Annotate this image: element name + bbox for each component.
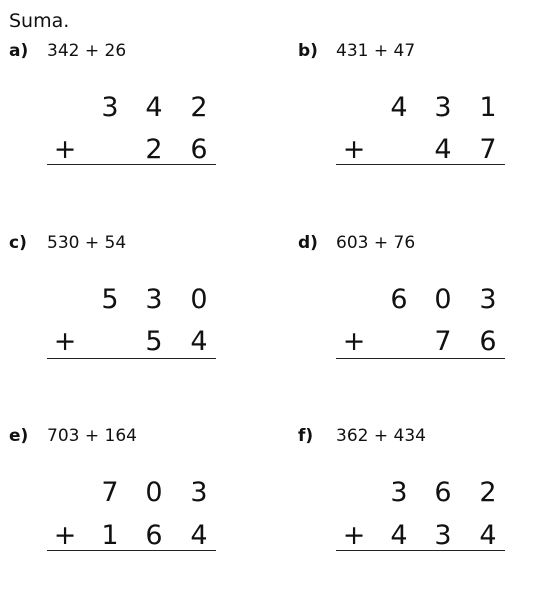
top-digit-tens: 6 bbox=[434, 477, 452, 508]
top-digit-units: 3 bbox=[190, 477, 208, 508]
problem-expression: 362 + 434 bbox=[336, 426, 426, 446]
bottom-digit-units: 6 bbox=[479, 326, 497, 357]
plus-sign: + bbox=[342, 520, 366, 551]
instruction-text: Suma. bbox=[9, 10, 70, 32]
bottom-digit-units: 7 bbox=[479, 134, 497, 165]
bottom-digit-tens: 5 bbox=[145, 326, 163, 357]
problem-expression: 342 + 26 bbox=[47, 41, 127, 61]
problem-label: e) bbox=[9, 426, 29, 446]
problem-expression: 431 + 47 bbox=[336, 41, 416, 61]
top-digit-units: 1 bbox=[479, 92, 497, 123]
plus-sign: + bbox=[53, 520, 77, 551]
top-digit-hundreds: 4 bbox=[390, 92, 408, 123]
problem-f bbox=[298, 425, 518, 555]
problem-e bbox=[9, 425, 229, 555]
top-digit-hundreds: 6 bbox=[390, 284, 408, 315]
plus-sign: + bbox=[342, 326, 366, 357]
problem-a bbox=[9, 40, 229, 170]
problem-b bbox=[298, 40, 518, 170]
top-digit-tens: 3 bbox=[434, 92, 452, 123]
bottom-digit-tens: 7 bbox=[434, 326, 452, 357]
bottom-digit-units: 4 bbox=[190, 520, 208, 551]
sum-line bbox=[47, 550, 216, 551]
bottom-digit-units: 4 bbox=[190, 326, 208, 357]
bottom-digit-tens: 3 bbox=[434, 520, 452, 551]
sum-line bbox=[47, 164, 216, 165]
bottom-digit-units: 6 bbox=[190, 134, 208, 165]
problem-expression: 703 + 164 bbox=[47, 426, 137, 446]
top-digit-hundreds: 7 bbox=[101, 477, 119, 508]
top-digit-tens: 3 bbox=[145, 284, 163, 315]
top-digit-tens: 0 bbox=[145, 477, 163, 508]
problem-label: f) bbox=[298, 426, 314, 446]
plus-sign: + bbox=[53, 134, 77, 165]
plus-sign: + bbox=[53, 326, 77, 357]
sum-line bbox=[336, 358, 505, 359]
sum-line bbox=[336, 550, 505, 551]
problem-label: c) bbox=[9, 233, 27, 253]
bottom-digit-hundreds: 4 bbox=[390, 520, 408, 551]
top-digit-units: 2 bbox=[190, 92, 208, 123]
problem-c bbox=[9, 232, 229, 362]
problem-label: b) bbox=[298, 41, 318, 61]
top-digit-tens: 4 bbox=[145, 92, 163, 123]
bottom-digit-tens: 2 bbox=[145, 134, 163, 165]
top-digit-hundreds: 3 bbox=[101, 92, 119, 123]
problem-label: d) bbox=[298, 233, 318, 253]
top-digit-units: 2 bbox=[479, 477, 497, 508]
top-digit-hundreds: 3 bbox=[390, 477, 408, 508]
problem-d bbox=[298, 232, 518, 362]
sum-line bbox=[47, 358, 216, 359]
problem-expression: 603 + 76 bbox=[336, 233, 416, 253]
plus-sign: + bbox=[342, 134, 366, 165]
top-digit-units: 3 bbox=[479, 284, 497, 315]
top-digit-tens: 0 bbox=[434, 284, 452, 315]
problem-label: a) bbox=[9, 41, 29, 61]
bottom-digit-hundreds: 1 bbox=[101, 520, 119, 551]
top-digit-units: 0 bbox=[190, 284, 208, 315]
sum-line bbox=[336, 164, 505, 165]
problem-expression: 530 + 54 bbox=[47, 233, 127, 253]
bottom-digit-tens: 4 bbox=[434, 134, 452, 165]
top-digit-hundreds: 5 bbox=[101, 284, 119, 315]
bottom-digit-units: 4 bbox=[479, 520, 497, 551]
bottom-digit-tens: 6 bbox=[145, 520, 163, 551]
